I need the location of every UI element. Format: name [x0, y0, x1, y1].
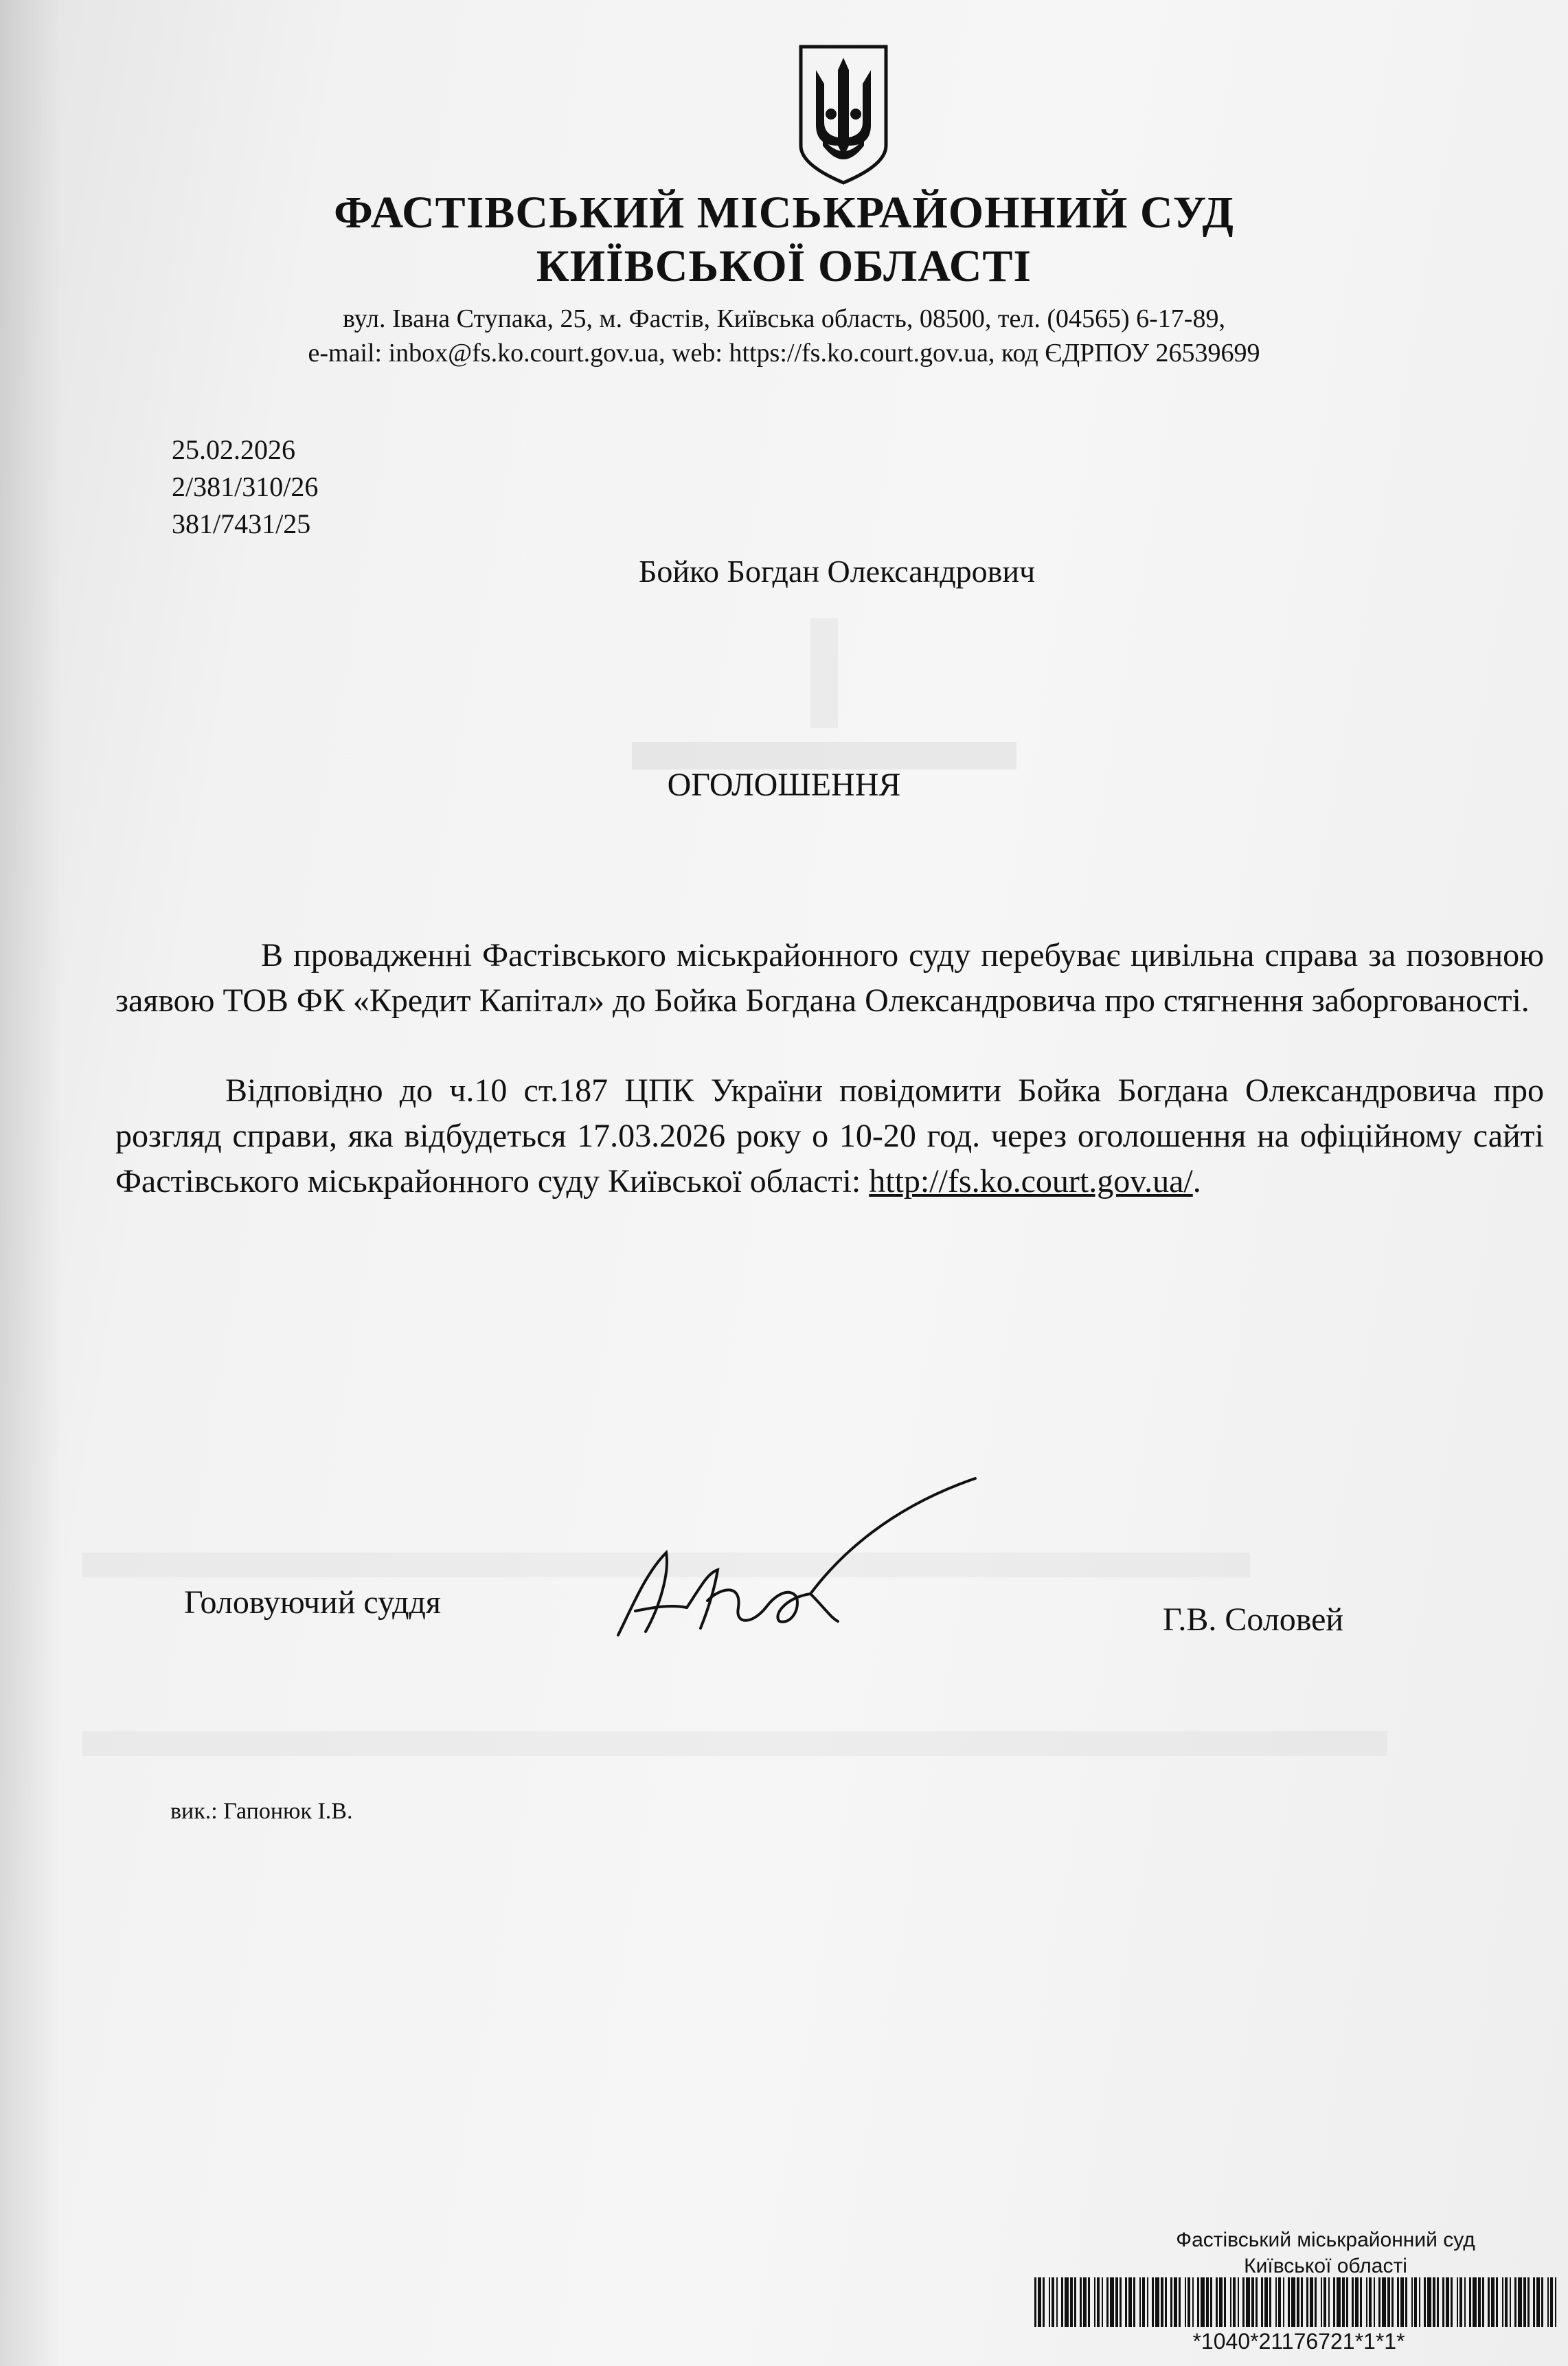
paragraph-2-end: . [1192, 1163, 1201, 1199]
barcode-bar [1464, 2277, 1466, 2327]
barcode-bar [1374, 2277, 1375, 2327]
barcode-bar [1255, 2277, 1258, 2327]
barcode-bar [1283, 2277, 1284, 2327]
barcode-bar [1482, 2277, 1484, 2327]
barcode-bar [1433, 2277, 1435, 2327]
barcode-bar [1074, 2277, 1076, 2327]
barcode-bar [1411, 2277, 1413, 2327]
barcode-bar [1301, 2277, 1303, 2327]
barcode-bar [1170, 2277, 1172, 2327]
court-name-line1: ФАСТІВСЬКИЙ МІСЬКРАЙОННИЙ СУД [334, 188, 1234, 238]
barcode-bar [1442, 2277, 1444, 2327]
barcode-bar [1547, 2277, 1549, 2327]
body-paragraph-2 [115, 1068, 1544, 1204]
barcode-bar [1261, 2277, 1263, 2327]
barcode-bar [1120, 2277, 1122, 2327]
barcode-bar [1473, 2277, 1477, 2327]
barcode-bar [1216, 2277, 1218, 2327]
barcode-bar [1337, 2277, 1341, 2327]
barcode-bar [1275, 2277, 1277, 2327]
barcode-bar [1278, 2277, 1281, 2327]
barcode-bar [1201, 2277, 1205, 2327]
barcode-bar [1315, 2277, 1317, 2327]
paragraph-2-text: Відповідно до ч.10 ст.187 ЦПК України повідомити Бойка Богдана Олександровича про розгляд справи, яка відбудеться 17.03.2026 року о 10-20 год. через оголошення на офіційному сайті Фастівського міськрайонного суду Київської області: [115, 1072, 1544, 1199]
barcode-bar [1405, 2277, 1407, 2327]
barcode-bar [1457, 2277, 1458, 2327]
bleed-through-mark [82, 1731, 1387, 1756]
document-date: 25.02.2026 [172, 434, 295, 465]
barcode-bar [1518, 2277, 1522, 2327]
barcode-bar [1310, 2277, 1313, 2327]
barcode-bar [1550, 2277, 1553, 2327]
barcode-bar [1400, 2277, 1404, 2327]
barcode-bar [1152, 2277, 1154, 2327]
document-heading: ОГОЛОШЕННЯ [667, 767, 901, 803]
barcode-bar [1502, 2277, 1503, 2327]
barcode-bar [1038, 2277, 1041, 2327]
barcode-bar [1179, 2277, 1181, 2327]
barcode-bar [1478, 2277, 1481, 2327]
barcode-bar [1080, 2277, 1082, 2327]
barcode-bar [1451, 2277, 1453, 2327]
case-number: 381/7431/25 [172, 508, 311, 539]
barcode-bar [1321, 2277, 1322, 2327]
judge-role: Головуючий суддя [184, 1584, 441, 1621]
barcode-bar [1088, 2277, 1090, 2327]
barcode-bar [1251, 2277, 1254, 2327]
barcode-bar [1496, 2277, 1498, 2327]
barcode-bar [1514, 2277, 1516, 2327]
outgoing-number: 2/381/310/26 [172, 471, 319, 502]
barcode-bar [1115, 2277, 1118, 2327]
barcode-bar [1197, 2277, 1199, 2327]
barcode-bar [1070, 2277, 1073, 2327]
barcode-bar [1342, 2277, 1345, 2327]
barcode-bar [1533, 2277, 1535, 2327]
barcode-bar [1110, 2277, 1114, 2327]
barcode-bar [1219, 2277, 1223, 2327]
barcode-bar [1437, 2277, 1439, 2327]
barcode-bar [1165, 2277, 1167, 2327]
barcode-bar [1352, 2277, 1354, 2327]
stamp-court-name: Фастівський міськрайонний суд [1176, 2229, 1475, 2251]
court-website-link[interactable]: http://fs.ko.court.gov.ua/ [869, 1163, 1193, 1199]
barcode-bar [1297, 2277, 1299, 2327]
barcode-bar [1133, 2277, 1135, 2327]
barcode-bar [1536, 2277, 1540, 2327]
barcode-bar [1097, 2277, 1100, 2327]
barcode-bar [1102, 2277, 1103, 2327]
barcode-bar [1523, 2277, 1526, 2327]
body-paragraph-1: В провадженні Фастівського міськрайонного суду перебуває цивільна справа за позовною заявою ТОВ ФК «Кредит Капітал» до Бойка Богдана Олександровича про стягнення заборгованості. [115, 937, 1544, 1019]
barcode-bar [1291, 2277, 1295, 2327]
barcode-bar [1210, 2277, 1212, 2327]
handwritten-signature [604, 1470, 989, 1656]
barcode-bar [1288, 2277, 1290, 2327]
barcode-bar [1242, 2277, 1245, 2327]
barcode-number: *1040*21176721*1*1* [1192, 2329, 1405, 2354]
barcode-bar [1206, 2277, 1209, 2327]
barcode-bar [1391, 2277, 1394, 2327]
barcode-bar [1264, 2277, 1268, 2327]
barcode-bar [1419, 2277, 1420, 2327]
barcode-bar [1369, 2277, 1372, 2327]
barcode-bar [1049, 2277, 1050, 2327]
barcode-bar [1378, 2277, 1380, 2327]
barcode-bar [1505, 2277, 1508, 2327]
barcode [1034, 2277, 1563, 2327]
barcode-bar [1188, 2277, 1190, 2327]
executor: вик.: Гапонюк І.В. [170, 1799, 353, 1824]
barcode-bar [1382, 2277, 1386, 2327]
barcode-bar [1230, 2277, 1231, 2327]
barcode-bar [1510, 2277, 1511, 2327]
court-name-line2: КИЇВСЬКОЇ ОБЛАСТІ [536, 241, 1032, 291]
barcode-bar [1488, 2277, 1490, 2327]
barcode-bar [1459, 2277, 1462, 2327]
barcode-bar [1424, 2277, 1426, 2327]
coat-of-arms-icon [795, 43, 891, 187]
barcode-bar [1414, 2277, 1417, 2327]
barcode-bar [1387, 2277, 1390, 2327]
barcode-bar [1083, 2277, 1087, 2327]
barcode-bar [1446, 2277, 1449, 2327]
barcode-bar [1233, 2277, 1236, 2327]
barcode-bar [1238, 2277, 1239, 2327]
judge-name: Г.В. Соловей [1163, 1601, 1344, 1638]
barcode-bar [1269, 2277, 1271, 2327]
barcode-bar [1246, 2277, 1250, 2327]
barcode-bar [1192, 2277, 1194, 2327]
barcode-bar [1056, 2277, 1058, 2327]
barcode-bar [1185, 2277, 1186, 2327]
barcode-bar [1174, 2277, 1177, 2327]
barcode-bar [1346, 2277, 1348, 2327]
barcode-bar [1043, 2277, 1045, 2327]
barcode-bar [1224, 2277, 1226, 2327]
bleed-through-mark [810, 618, 838, 728]
barcode-bar [1527, 2277, 1530, 2327]
court-contacts: e-mail: inbox@fs.ko.court.gov.ua, web: https://fs.ko.court.gov.ua, код ЄДРПОУ 26539699 [308, 339, 1260, 368]
barcode-bar [1555, 2277, 1556, 2327]
barcode-bar [1034, 2277, 1036, 2327]
barcode-bar [1323, 2277, 1326, 2327]
barcode-bar [1142, 2277, 1145, 2327]
barcode-bar [1094, 2277, 1095, 2327]
barcode-bar [1065, 2277, 1069, 2327]
barcode-bar [1306, 2277, 1308, 2327]
court-address: вул. Івана Ступака, 25, м. Фастів, Київська область, 08500, тел. (04565) 6-17-89, [343, 304, 1225, 333]
barcode-bar [1147, 2277, 1148, 2327]
document-meta [172, 431, 318, 543]
barcode-bar [1139, 2277, 1141, 2327]
barcode-bar [1360, 2277, 1362, 2327]
barcode-bar [1052, 2277, 1054, 2327]
barcode-bar [1541, 2277, 1543, 2327]
barcode-bar [1491, 2277, 1495, 2327]
bleed-through-mark [632, 742, 1016, 769]
barcode-bar [1125, 2277, 1127, 2327]
barcode-bar [1333, 2277, 1335, 2327]
barcode-bar [1128, 2277, 1132, 2327]
barcode-bar [1061, 2277, 1063, 2327]
barcode-bar [1161, 2277, 1163, 2327]
barcode-bar [1469, 2277, 1471, 2327]
barcode-bar [1427, 2277, 1431, 2327]
barcode-bar [1328, 2277, 1330, 2327]
stamp-region: Київської області [1244, 2255, 1407, 2277]
addressee: Бойко Богдан Олександрович [639, 554, 1036, 589]
barcode-bar [1106, 2277, 1109, 2327]
barcode-bar [1355, 2277, 1359, 2327]
barcode-bar [1155, 2277, 1159, 2327]
barcode-bar [1397, 2277, 1399, 2327]
barcode-bar [1366, 2277, 1367, 2327]
